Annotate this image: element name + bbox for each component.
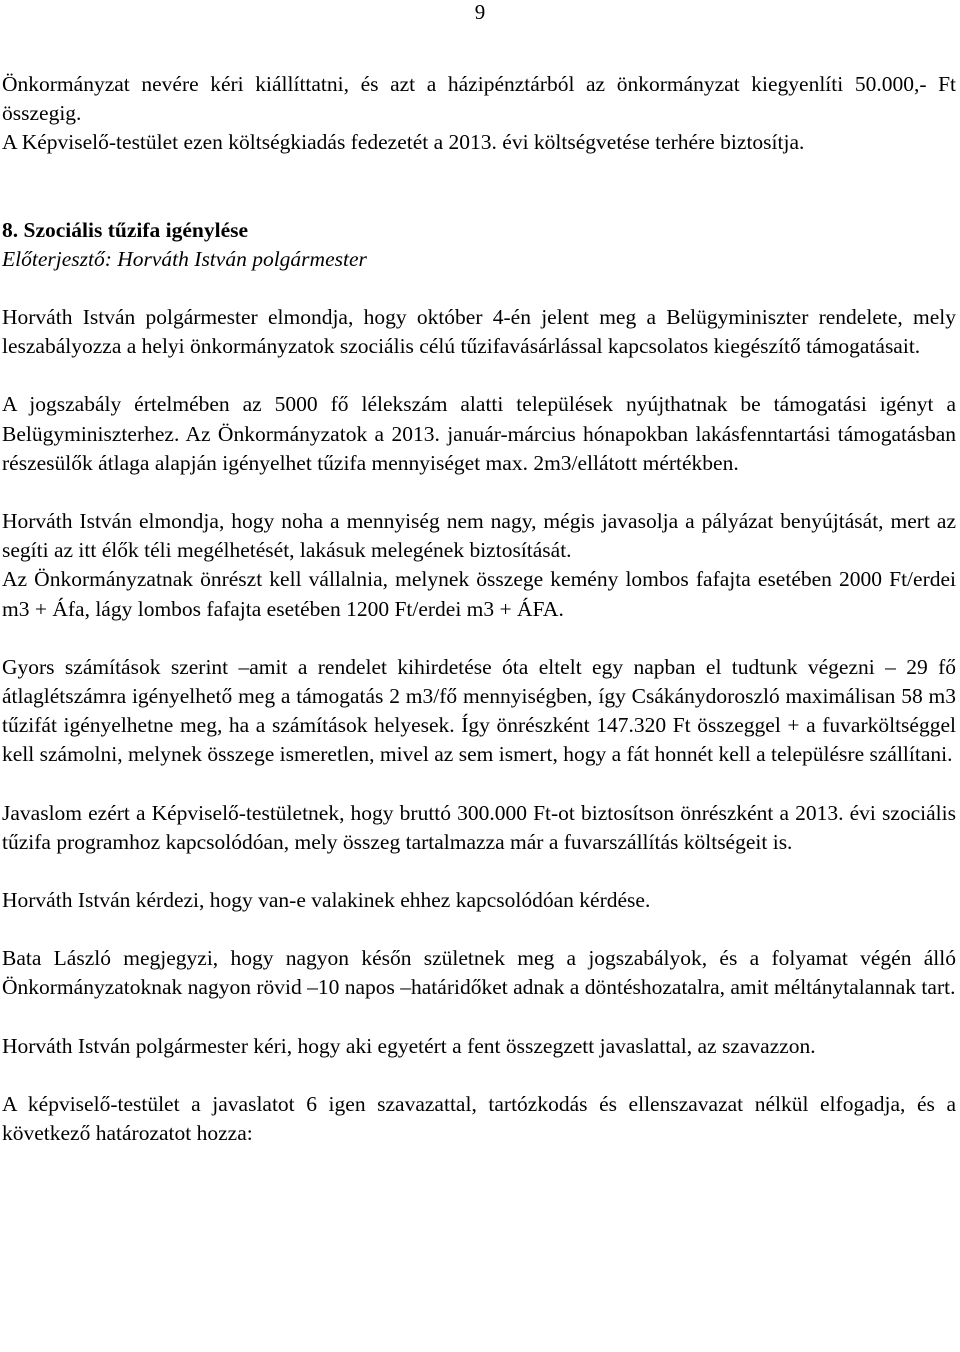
spacer (2, 274, 956, 303)
spacer (2, 857, 956, 886)
body-paragraph: Horváth István polgármester elmondja, hogy október 4-én jelent meg a Belügyminiszter rendelete, mely leszabályozza a helyi önkormányzatok szociális célú tűzifavásárlással kapcsolatos kiegészítő támogatásait. (2, 305, 956, 359)
spacer (2, 158, 956, 216)
intro-paragraph: Önkormányzat nevére kéri kiállíttatni, és azt a házipénztárból az önkormányzat kiegyenlíti 50.000,- Ft összegig. (2, 72, 956, 126)
spacer (2, 624, 956, 653)
body-paragraph: Bata László megjegyzi, hogy nagyon későn születnek meg a jogszabályok, és a folyamat végén álló Önkormányzatoknak nagyon rövid –10 napos –határidőket adnak a döntéshozatalra, amit méltánytalannak tart. (2, 946, 956, 1000)
section-presenter: Előterjesztő: Horváth István polgármester (2, 246, 367, 271)
page-number: 9 (474, 0, 486, 24)
section-heading: 8. Szociális tűzifa igénylése (2, 217, 249, 242)
spacer (2, 915, 956, 944)
body-paragraph: A képviselő-testület a javaslatot 6 igen szavazattal, tartózkodás és ellenszavazat nélkül elfogadja, és a következő határozatot hozza: (2, 1091, 956, 1146)
document-body (2, 70, 956, 1148)
spacer (2, 478, 956, 507)
spacer (2, 1003, 956, 1032)
body-paragraph: Javaslom ezért a Képviselő-testületnek, hogy bruttó 300.000 Ft-ot biztosítson önrészként a 2013. évi szociális tűzifa programhoz kapcsolódóan, mely összeg tartalmazza már a fuvarszállítás költségeit is. (2, 800, 956, 854)
spacer (2, 770, 956, 799)
body-paragraph: Horváth István elmondja, hogy noha a mennyiség nem nagy, mégis javasolja a pályázat benyújtását, mert az segíti az itt élők téli megélhetését, lakásuk melegének biztosítását. (2, 509, 956, 563)
body-paragraph: Horváth István polgármester kéri, hogy aki egyetért a fent összegzett javaslattal, az szavazzon. (2, 1033, 816, 1058)
spacer (2, 361, 956, 390)
body-paragraph: Az Önkormányzatnak önrészt kell vállalnia, melynek összege kemény lombos fafajta esetében 2000 Ft/erdei m3 + Áfa, lágy lombos fafajta esetében 1200 Ft/erdei m3 + ÁFA. (2, 567, 956, 621)
intro-paragraph: A Képviselő-testület ezen költségkiadás fedezetét a 2013. évi költségvetése terhére biztosítja. (2, 130, 805, 155)
body-paragraph: A jogszabály értelmében az 5000 fő lélekszám alatti települések nyújthatnak be támogatási igényt a Belügyminiszterhez. Az Önkormányzatok a 2013. január-március hónapokban lakásfenntartási támogatásban részesülők átlaga alapján igényelhet tűzifa mennyiséget max. 2m3/ellátott mértékben. (2, 392, 956, 475)
spacer (2, 1061, 956, 1090)
body-paragraph: Gyors számítások szerint –amit a rendelet kihirdetése óta eltelt egy napban el tudtunk végezni – 29 fő átlaglétszámra igényelhető meg a támogatás 2 m3/fő mennyiségben, így Csákánydoroszló maximálisan 58 m3 tűzifát igényelhetne meg, ha a számítások helyesek. Így önrészként 147.320 Ft összeggel + a fuvarköltséggel kell számolni, melynek összege ismeretlen, mivel az sem ismert, hogy a fát honnét kell a településre szállítani. (2, 654, 956, 767)
body-paragraph: Horváth István kérdezi, hogy van-e valakinek ehhez kapcsolódóan kérdése. (2, 888, 651, 913)
